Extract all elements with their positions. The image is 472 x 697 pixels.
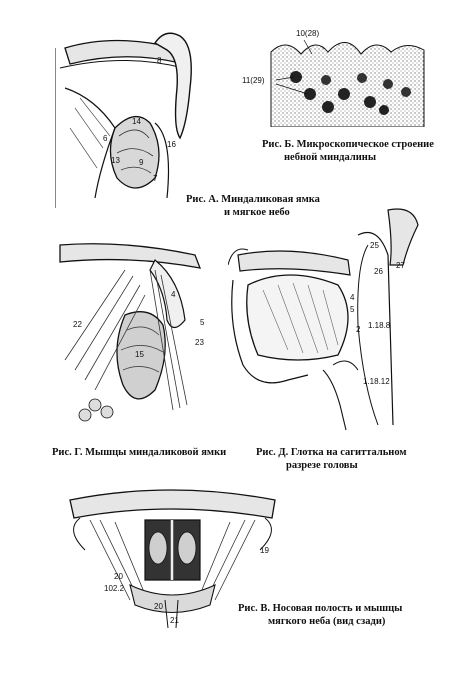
label-v-102-2: 102.2 (104, 584, 125, 593)
label-a-8: 8 (157, 56, 162, 65)
label-g-22: 22 (73, 320, 82, 329)
label-d-1-18-12: 1.18.12 (363, 377, 390, 386)
label-v-19: 19 (260, 546, 269, 555)
label-d-26: 26 (374, 267, 383, 276)
label-d-27: 27 (396, 261, 405, 270)
label-g-23: 23 (195, 338, 204, 347)
label-d-4: 4 (350, 293, 355, 302)
label-g-15: 15 (135, 350, 144, 359)
label-b-10-28: 10(28) (296, 29, 320, 38)
caption-fig-a: Рис. А. Миндаликовая ямка и мягкое небо (186, 194, 320, 218)
label-a-7: 7 (153, 174, 158, 183)
figure-d-illustration (228, 205, 428, 430)
label-d-1-18-8: 1.18.8 (368, 321, 391, 330)
label-g-5: 5 (200, 318, 205, 327)
figure-g-muscles (55, 240, 215, 425)
label-d-5: 5 (350, 305, 355, 314)
figure-b-illustration (266, 32, 426, 127)
caption-fig-v: Рис. В. Носовая полость и мышцы мягкого неба (вид сзади) (238, 603, 403, 627)
label-v-20-lower: 20 (154, 602, 163, 611)
label-v-20-upper: 20 (114, 572, 123, 581)
figure-b-microscopic (242, 29, 426, 127)
label-d-2: 2 (356, 325, 361, 334)
figure-a-illustration (55, 28, 200, 208)
label-a-14: 14 (132, 117, 141, 126)
label-b-11-29: 11(29) (242, 76, 265, 85)
caption-fig-b: Рис. Б. Микроскопическое строение небной миндалины (262, 139, 434, 163)
label-a-9: 9 (139, 158, 144, 167)
label-v-21: 21 (170, 616, 179, 625)
label-d-25: 25 (370, 241, 379, 250)
figure-d-sagittal (228, 205, 428, 430)
label-g-4: 4 (171, 290, 176, 299)
caption-fig-d: Рис. Д. Глотка на сагиттальном разрезе головы (256, 447, 407, 471)
figure-g-illustration (55, 240, 215, 425)
caption-fig-g: Рис. Г. Мышцы миндаликовой ямки (52, 447, 227, 458)
label-a-13: 13 (111, 156, 120, 165)
figure-a-tonsillar-fossa (55, 28, 200, 208)
label-a-16: 16 (167, 140, 176, 149)
label-a-6: 6 (103, 134, 108, 143)
